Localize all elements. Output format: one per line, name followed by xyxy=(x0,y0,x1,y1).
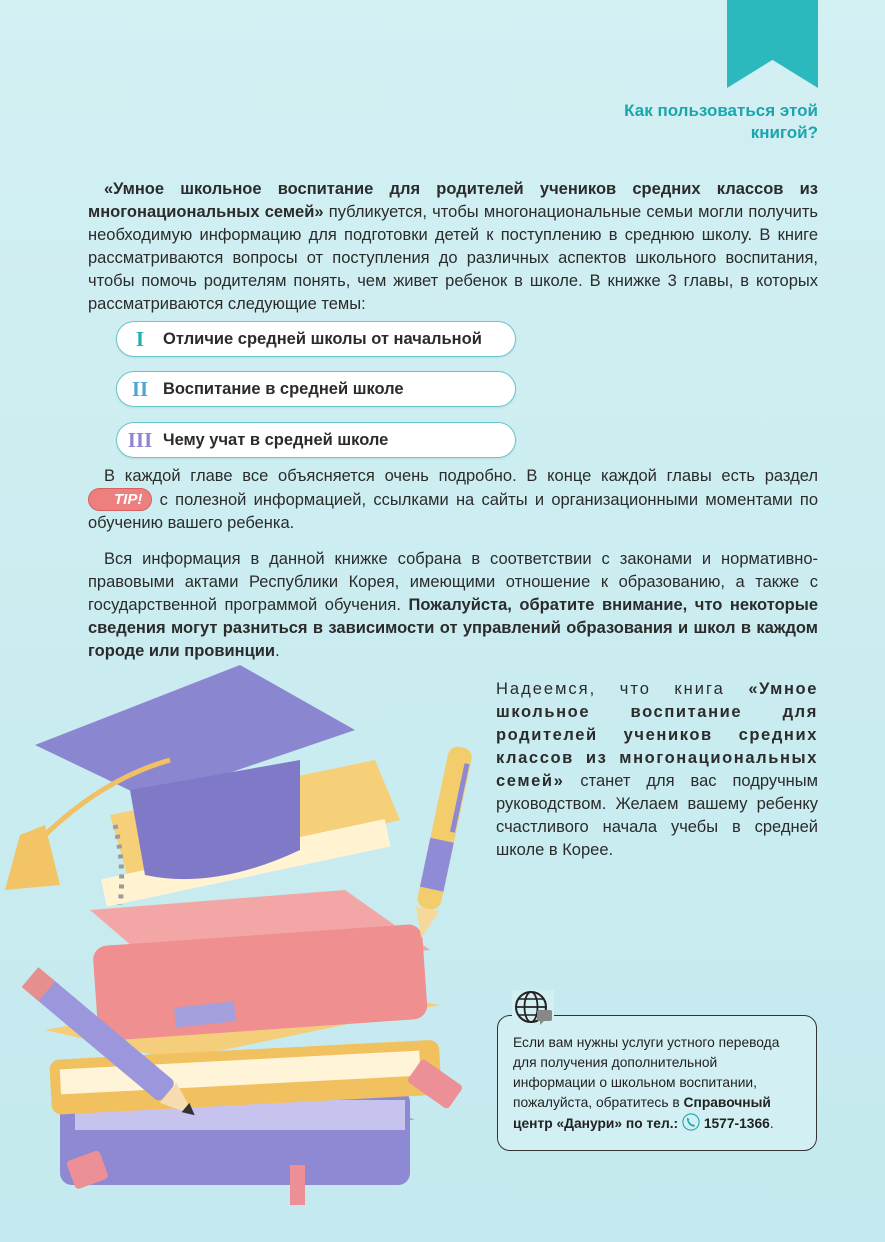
tip-text-after: с полезной информацией, ссылками на сайты и организационными моментами по обучению вашего ребенка. xyxy=(88,491,818,532)
chapter-2-label: Воспитание в средней школе xyxy=(163,379,404,398)
chapter-1-label: Отличие средней школы от начальной xyxy=(163,329,482,348)
book-title: «Умное школьное воспитание для родителей учеников средних классов из многонациональных семей» xyxy=(88,180,818,221)
globe-wrap xyxy=(512,990,554,1028)
chapter-3-number: III xyxy=(127,427,153,452)
info-text: Если вам нужны услуги устного перевода для получения дополнительной информации о школьном воспитании, пожалуйста, обратитесь в xyxy=(513,1035,780,1110)
tip-paragraph xyxy=(88,465,818,535)
pen xyxy=(410,745,474,941)
hope-book-title: «Умное школьное воспитание для родителей учеников средних классов из многонациональных семей» xyxy=(496,680,818,790)
phone-number: 1577-1366 xyxy=(703,1116,770,1131)
books-illustration xyxy=(0,650,480,1242)
page-title: Как пользоваться этой книгой? xyxy=(624,101,818,142)
law-paragraph xyxy=(88,548,818,663)
chapter-3-label: Чему учат в средней школе xyxy=(163,430,389,449)
law-end: . xyxy=(275,642,280,660)
intro-paragraph xyxy=(88,178,818,316)
pink-book xyxy=(90,890,430,1041)
chapter-1-number: I xyxy=(135,326,145,351)
info-center: Справочный центр «Данури» по тел.: xyxy=(513,1095,771,1131)
hope-paragraph xyxy=(496,678,818,862)
intro-text: публикуется, чтобы многонациональные семьи могли получить необходимую информацию для подготовки детей к поступлению в среднюю школу. В книге рассматриваются вопросы от поступления до различных аспектов школьного воспитания, чтобы помочь родителям понять, чем живет ребенок в школе. В книжке 3 главы, в которых рассматриваются следующие темы: xyxy=(88,203,818,313)
phone-icon xyxy=(682,1113,700,1131)
hope-lead: Надеемся, что книга xyxy=(496,680,749,698)
tip-text-before: В каждой главе все объясняется очень подробно. В конце каждой главы есть раздел xyxy=(104,467,818,485)
chapter-1-item xyxy=(116,321,516,357)
globe-chat-icon xyxy=(512,990,554,1028)
tip-badge: TIP! xyxy=(88,488,152,511)
info-box: Если вам нужны услуги устного перевода для получения дополнительной информации о школьном воспитании, пожалуйста, обратитесь в Справочный центр «Данури» по тел.: 1577-1366. xyxy=(497,1015,817,1151)
law-text: Вся информация в данной книжке собрана в соответствии с законами и нормативно-правовыми актами Республики Корея, имеющими отношение к образованию, а также с государственной программой обучения. xyxy=(88,550,818,614)
law-notice: Пожалуйста, обратите внимание, что некоторые сведения могут разниться в зависимости от управлений образования и школ в каждом городе или провинции xyxy=(88,596,818,660)
hope-text: станет для вас подручным руководством. Желаем вашему ребенку счастливого начала учебы в средней школе в Корее. xyxy=(496,772,818,859)
chapter-2-number: II xyxy=(131,376,149,401)
chapter-2-item xyxy=(116,371,516,407)
chapter-3-item xyxy=(116,422,516,458)
